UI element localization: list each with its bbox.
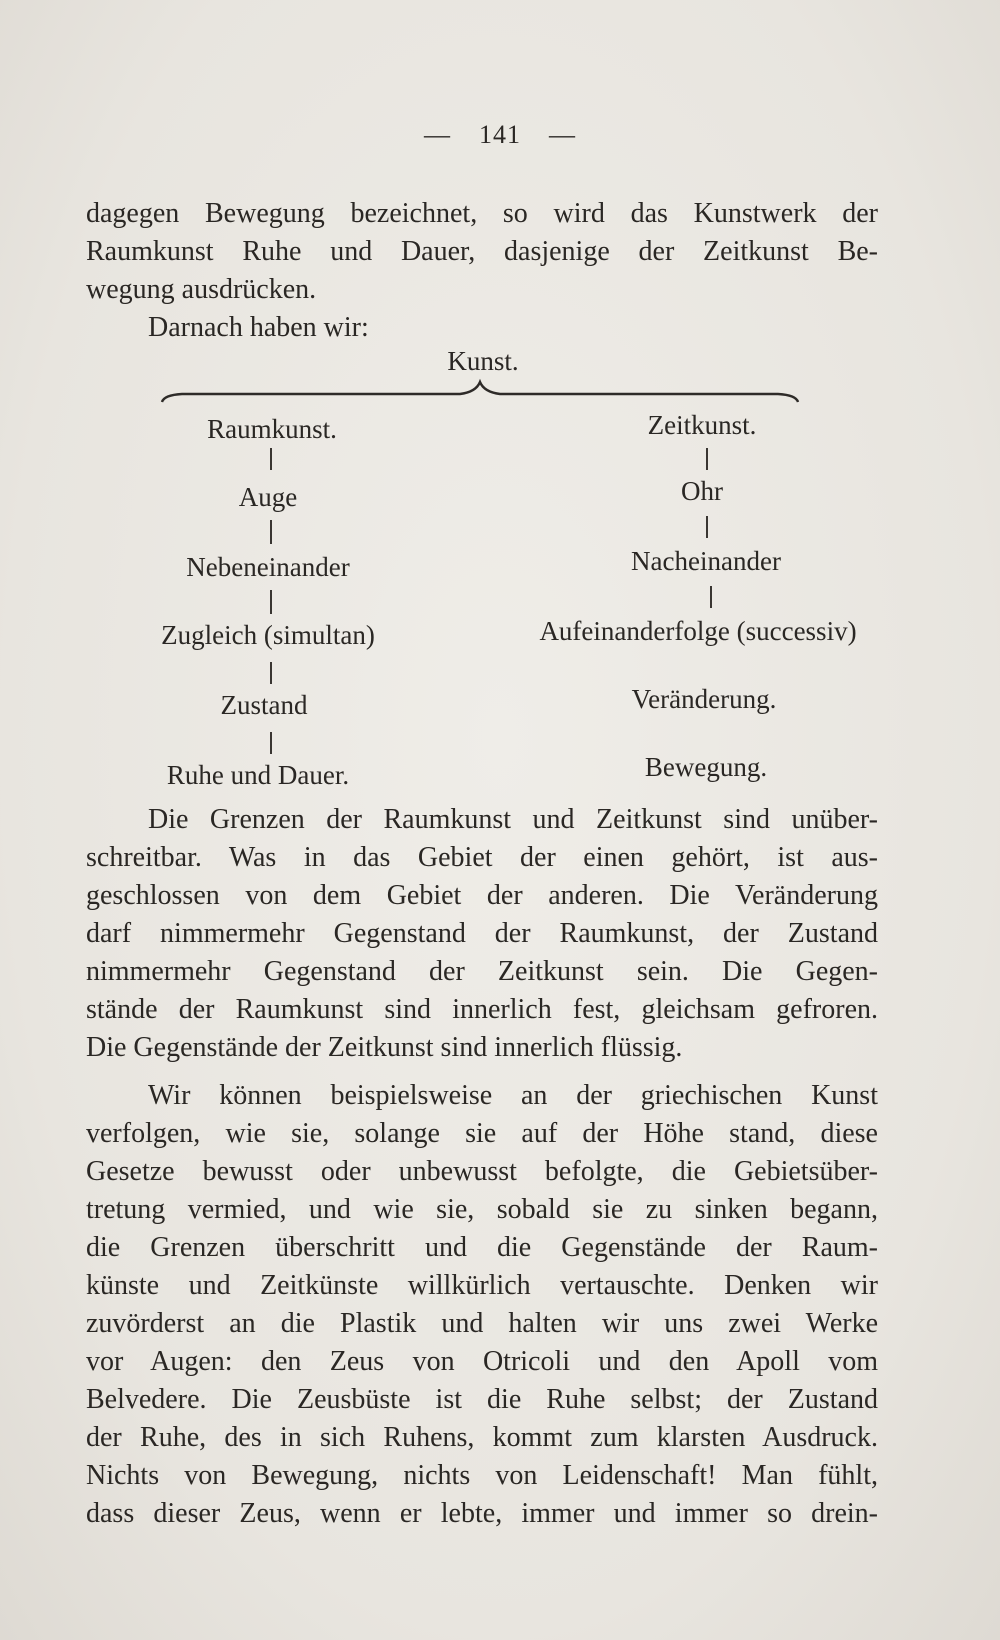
schema-connector (270, 590, 272, 614)
schema-left-1: Raumkunst. (207, 414, 337, 444)
dash-right: — (549, 120, 576, 149)
text-line: dagegen Bewegung bezeichnet, so wird das Kunstwerk der (86, 198, 878, 229)
text-line: der Ruhe, des in sich Ruhens, kommt zum klarsten Ausdruck. (86, 1422, 878, 1453)
schema-left-2: Auge (238, 482, 298, 512)
schema-connector (706, 516, 708, 538)
schema-left-4: Zugleich (simultan) (161, 620, 375, 650)
text-line: Raumkunst Ruhe und Dauer, dasjenige der Zeitkunst Be- (86, 236, 878, 267)
schema-left-5: Zustand (220, 690, 308, 720)
text-line: dass dieser Zeus, wenn er lebte, immer und immer so drein- (86, 1498, 878, 1529)
schema-brace (160, 378, 800, 408)
text-line: verfolgen, wie sie, solange sie auf der Höhe stand, diese (86, 1118, 878, 1149)
schema-connector (706, 448, 708, 470)
text-line: stände der Raumkunst sind innerlich fest, gleichsam gefroren. (86, 994, 878, 1025)
text-line: schreitbar. Was in das Gebiet der einen gehört, ist aus- (86, 842, 878, 873)
schema-right-4: Aufeinanderfolge (successiv) (539, 616, 857, 646)
text-line: vor Augen: den Zeus von Otricoli und den Apoll vom (86, 1346, 878, 1377)
schema-right-5: Veränderung. (631, 684, 777, 714)
text-line: Die Gegenstände der Zeitkunst sind innerlich flüssig. (86, 1032, 683, 1063)
text-line: geschlossen von dem Gebiet der anderen. Die Veränderung (86, 880, 878, 911)
text-line: künste und Zeitkünste willkürlich vertauschte. Denken wir (86, 1270, 878, 1301)
text-line: Belvedere. Die Zeusbüste ist die Ruhe selbst; der Zustand (86, 1384, 878, 1415)
schema-right-1: Zeitkunst. (647, 410, 757, 440)
schema-right-6: Bewegung. (644, 752, 768, 782)
text-line: Nichts von Bewegung, nichts von Leidenschaft! Man fühlt, (86, 1460, 878, 1491)
text-line: tretung vermied, und wie sie, sobald sie zu sinken begann, (86, 1194, 878, 1225)
page-number: 141 (479, 120, 521, 149)
schema-connector (270, 448, 272, 470)
text-line: nimmermehr Gegenstand der Zeitkunst sein. Die Gegen- (86, 956, 878, 987)
text-line: Die Grenzen der Raumkunst und Zeitkunst sind unüber- (148, 804, 878, 835)
schema-connector (270, 662, 272, 684)
schema-connector (270, 732, 272, 754)
text-line: die Grenzen überschritt und die Gegenstände der Raum- (86, 1232, 878, 1263)
text-line: Gesetze bewusst oder unbewusst befolgte, die Gebietsüber- (86, 1156, 878, 1187)
schema-left-6: Ruhe und Dauer. (166, 760, 350, 790)
text-line: wegung ausdrücken. (86, 274, 317, 305)
text-line: Wir können beispielsweise an der griechischen Kunst (148, 1080, 878, 1111)
schema-connector (270, 520, 272, 544)
schema-right-2: Ohr (681, 476, 723, 506)
schema-connector (710, 586, 712, 608)
dash-left: — (424, 120, 451, 149)
text-line: zuvörderst an die Plastik und halten wir uns zwei Werke (86, 1308, 878, 1339)
text-line: darf nimmermehr Gegenstand der Raumkunst, der Zustand (86, 918, 878, 949)
schema-left-3: Nebeneinander (186, 552, 350, 582)
schema-root: Kunst. (447, 346, 519, 376)
schema-right-3: Nacheinander (631, 546, 781, 576)
text-line: Darnach haben wir: (148, 312, 369, 343)
